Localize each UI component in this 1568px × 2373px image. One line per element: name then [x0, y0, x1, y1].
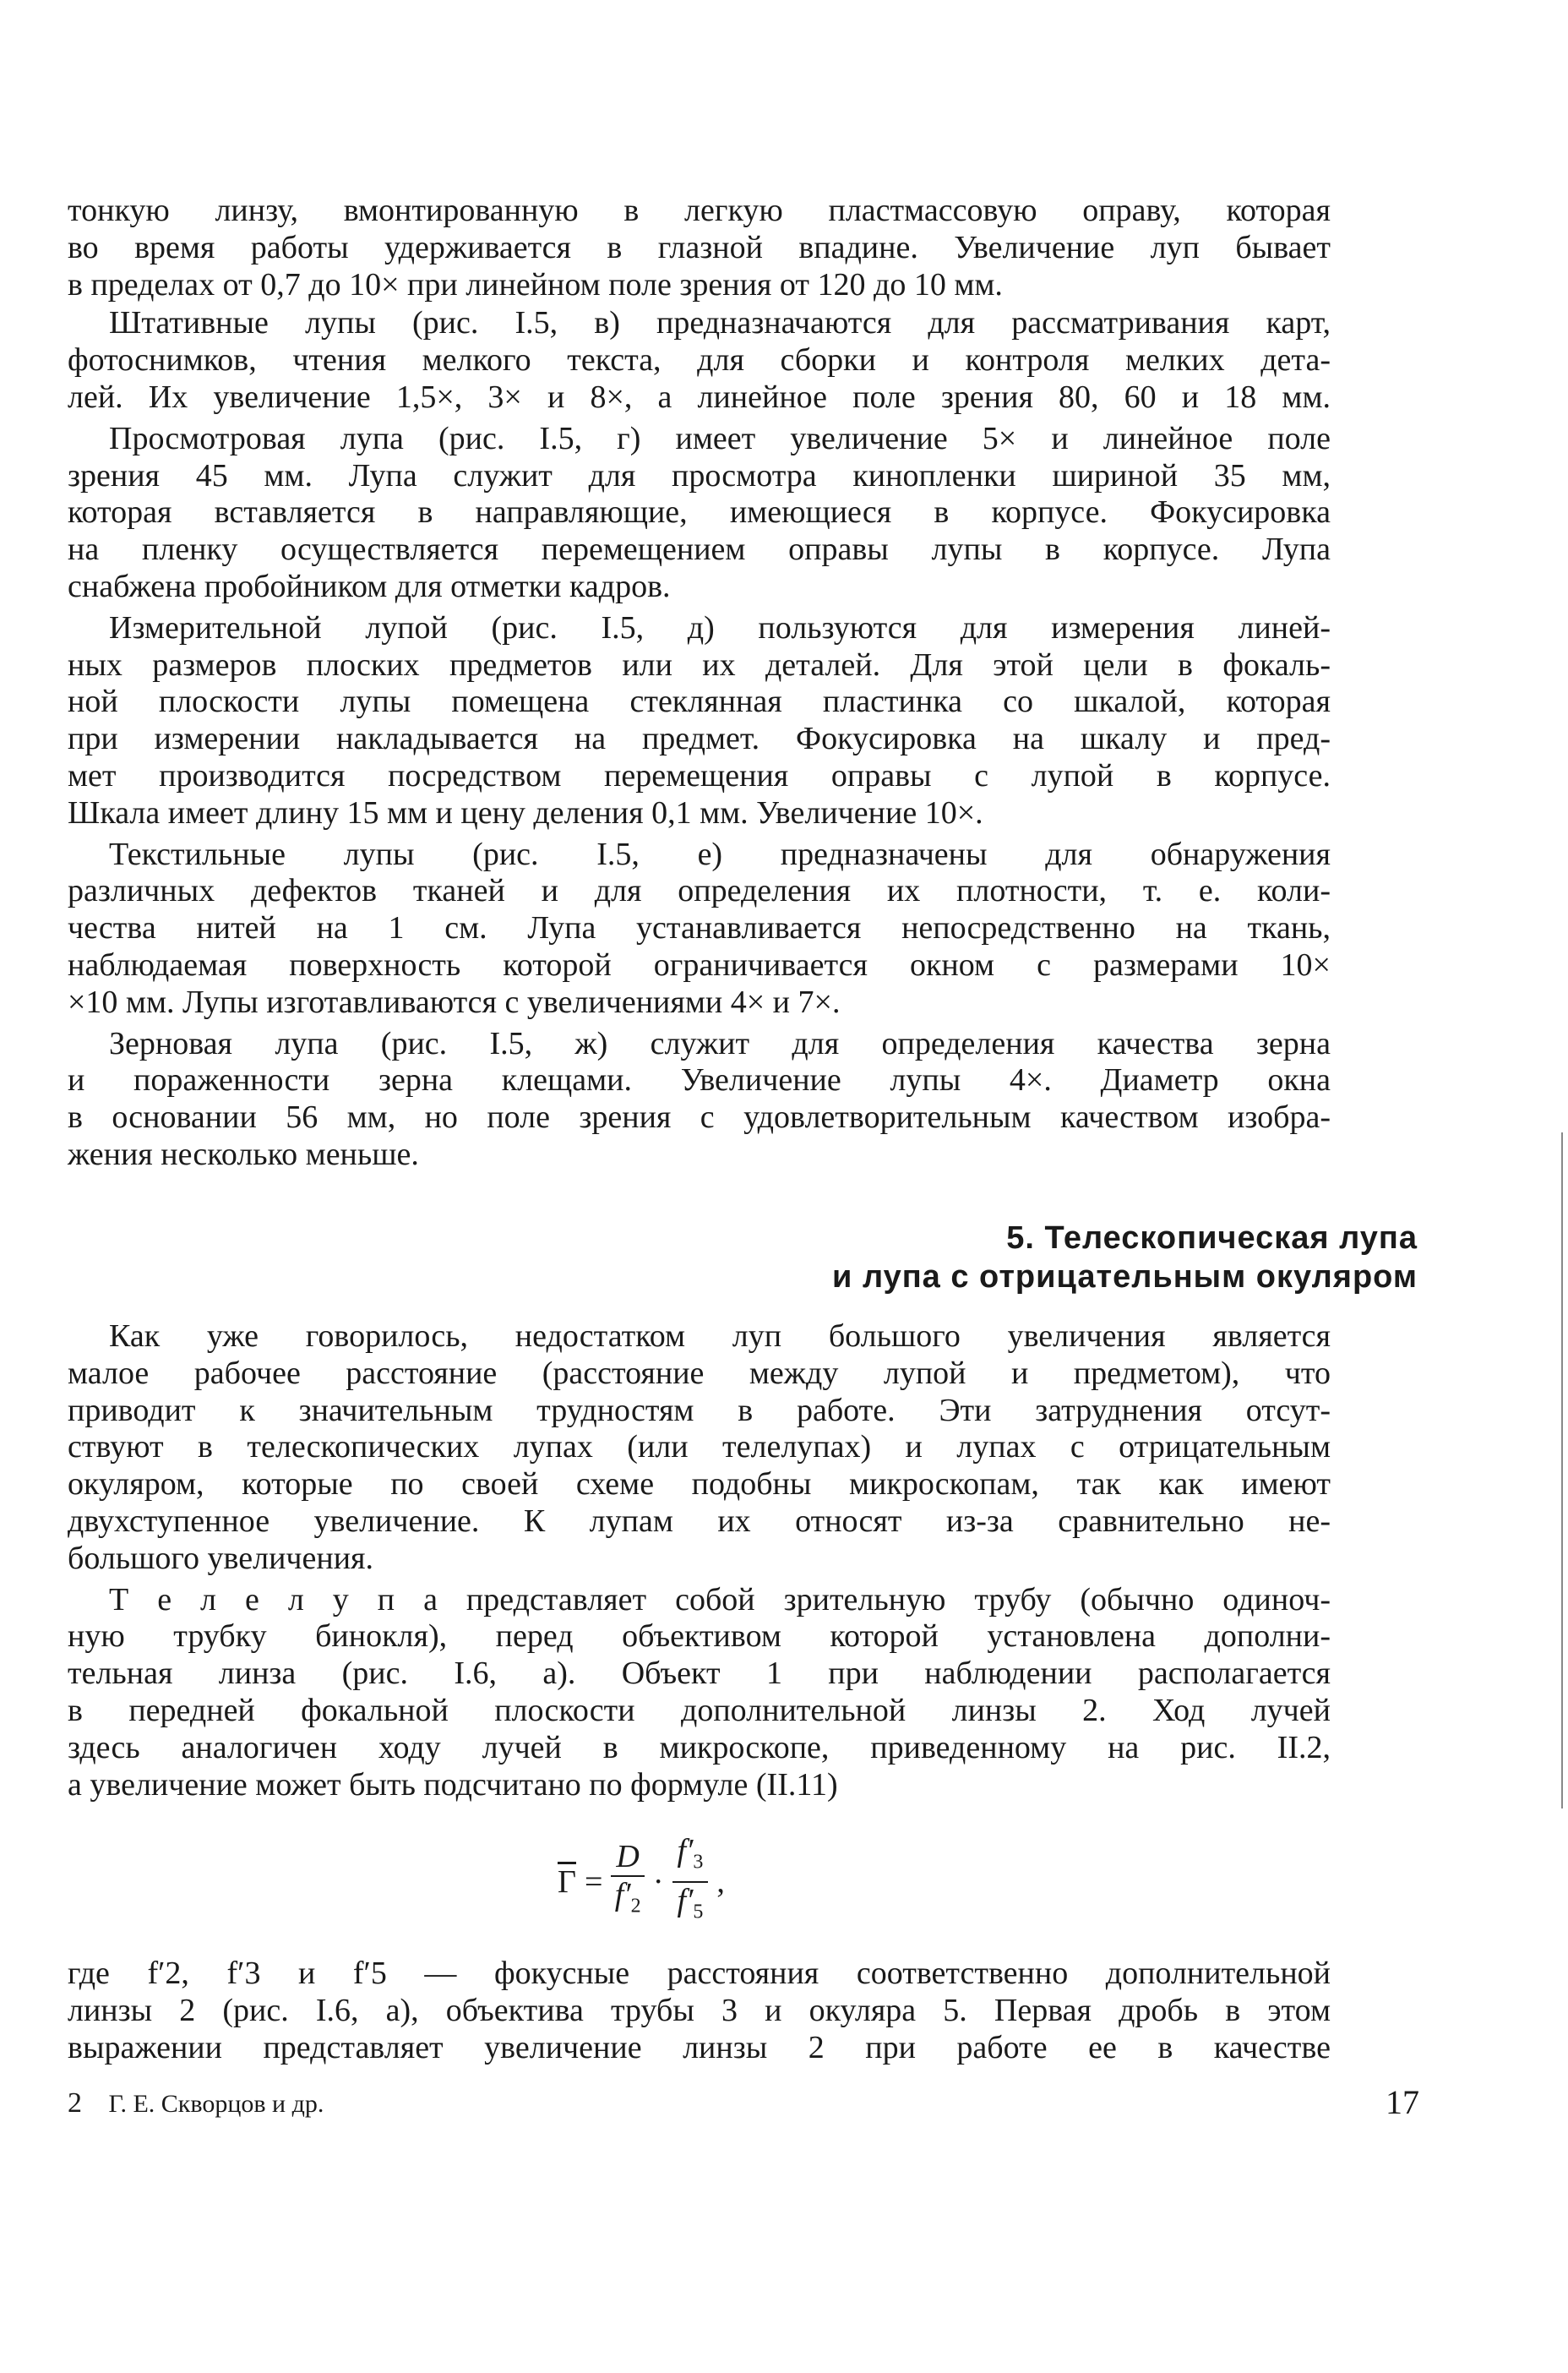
formula-gamma: $\overline{\Gamma}$ [558, 1863, 576, 1900]
paragraph [68, 1026, 1331, 1174]
text-line: при измерении накладывается на предмет. Фокусировка на шкалу и пред- [68, 721, 1331, 757]
text-line: фотоснимков, чтения мелкого текста, для сборки и контроля мелких дета- [68, 342, 1331, 379]
text-line: ных размеров плоских предметов или их деталей. Для этой цели в фокаль- [68, 646, 1331, 683]
scan-edge-line [1561, 1132, 1563, 1808]
text-line: Зерновая лупа (рис. I.5, ж) служит для определения качества зерна [109, 1025, 1331, 1061]
text-block-middle [68, 1318, 1331, 1803]
section-heading [832, 1219, 1418, 1296]
formula-comma: , [716, 1863, 725, 1900]
text-line: Т е л е л у п а представляет собой зрительную трубу (обычно одиноч- [109, 1581, 1331, 1617]
text-line: двухступенное увеличение. К лупам их относят из-за сравнительно не- [68, 1503, 1331, 1539]
f-symbol: f′ [614, 1876, 631, 1912]
formula [558, 1834, 725, 1929]
paragraph [68, 1956, 1331, 2066]
text-line: Штативные лупы (рис. I.5, в) предназначаются для рассматривания карт, [109, 305, 1331, 341]
text-line: Просмотровая лупа (рис. I.5, г) имеет увеличение 5× и линейное поле [109, 420, 1331, 456]
fraction [672, 1834, 709, 1929]
text-block-bottom [68, 1956, 1331, 2066]
f-symbol: f′ [677, 1882, 694, 1918]
text-line: ной плоскости лупы помещена стеклянная пластинка со шкалой, которая [68, 684, 1331, 720]
text-line: мет производится посредством перемещения оправы с лупой в корпусе. [68, 757, 1331, 794]
paragraph [68, 1318, 1331, 1578]
text-line: а увеличение может быть подсчитано по формуле (II.11) [68, 1766, 838, 1803]
text-line: здесь аналогичен ходу лучей в микроскопе, приведенному на рис. II.2, [68, 1729, 1331, 1765]
text-line: в передней фокальной плоскости дополнительной линзы 2. Ход лучей [68, 1692, 1331, 1728]
text-block-top [68, 193, 1331, 1174]
text-line: в пределах от 0,7 до 10× при линейном поле зрения от 120 до 10 мм. [68, 266, 1003, 303]
paragraph [68, 610, 1331, 832]
text-line: различных дефектов тканей и для определения их плотности, т. е. коли- [68, 873, 1331, 909]
text-line: приводит к значительным трудностям в работе. Эти затруднения отсут- [68, 1392, 1331, 1428]
text-line: окуляром, которые по своей схеме подобны микроскопам, так как имеют [68, 1466, 1331, 1503]
denominator [615, 1877, 641, 1924]
page-number: 17 [1386, 2083, 1419, 2121]
paragraph [68, 1582, 1331, 1804]
text-line: где f′2, f′3 и f′5 — фокусные расстояния соответственно дополнительной [68, 1956, 1331, 1991]
text-line: малое рабочее расстояние (расстояние между лупой и предметом), что [68, 1355, 1331, 1391]
numerator: D [611, 1840, 644, 1877]
page-footer [68, 2083, 1419, 2121]
paragraph [68, 837, 1331, 1022]
signature-mark: 2 [68, 2087, 82, 2119]
text-line: ствуют в телескопических лупах (или телелупах) и лупах с отрицательным [68, 1429, 1331, 1465]
formula-dot: · [652, 1863, 664, 1900]
text-line: линзы 2 (рис. I.6, а), объектива трубы 3 и окуляра 5. Первая дробь в этом [68, 1992, 1331, 2028]
paragraph [68, 421, 1331, 606]
text-line: тонкую линзу, вмонтированную в легкую пластмассовую оправу, которая [68, 193, 1331, 228]
text-line: ×10 мм. Лупы изготавливаются с увеличениями 4× и 7×. [68, 984, 841, 1020]
paragraph [68, 193, 1331, 303]
numerator [672, 1834, 709, 1883]
text-line: зрения 45 мм. Лупа служит для просмотра кинопленки шириной 35 мм, [68, 457, 1331, 494]
subscript: 2 [630, 1895, 641, 1917]
fraction [611, 1840, 644, 1924]
heading-line: 5. Телескопическая лупа [1006, 1220, 1418, 1256]
text-line: большого увеличения. [68, 1540, 374, 1576]
heading-line: и лупа с отрицательным окуляром [832, 1259, 1418, 1295]
text-line: тельная линза (рис. I.6, а). Объект 1 при наблюдении располагается [68, 1656, 1331, 1692]
text-line: жения несколько меньше. [68, 1136, 419, 1172]
text-line: Текстильные лупы (рис. I.5, е) предназначены для обнаружения [109, 836, 1331, 872]
text-line: во время работы удерживается в глазной впадине. Увеличение луп бывает [68, 229, 1331, 265]
denominator [678, 1883, 704, 1930]
f-symbol: f′ [677, 1833, 694, 1868]
text-line: Измерительной лупой (рис. I.5, д) пользуются для измерения линей- [109, 609, 1331, 646]
text-line: снабжена пробойником для отметки кадров. [68, 568, 671, 604]
paragraph [68, 305, 1331, 416]
text-line: наблюдаемая поверхность которой ограничивается окном с размерами 10× [68, 946, 1331, 983]
text-line: чества нитей на 1 см. Лупа устанавливается непосредственно на ткань, [68, 910, 1331, 946]
text-line: ную трубку бинокля), перед объективом которой установлена дополни- [68, 1618, 1331, 1655]
text-line: на пленку осуществляется перемещением оправы лупы в корпусе. Лупа [68, 532, 1331, 568]
text-line: которая вставляется в направляющие, имеющиеся в корпусе. Фокусировка [68, 494, 1331, 531]
subscript: 3 [693, 1851, 704, 1874]
text-line: лей. Их увеличение 1,5×, 3× и 8×, а линейное поле зрения 80, 60 и 18 мм. [68, 379, 1331, 415]
text-line: и пораженности зерна клещами. Увеличение лупы 4×. Диаметр окна [68, 1062, 1331, 1099]
text-line: Как уже говорилось, недостатком луп большого увеличения является [109, 1318, 1331, 1354]
footer-authors: Г. Е. Скворцов и др. [108, 2090, 324, 2118]
formula-equals: = [584, 1863, 603, 1900]
text-line: в основании 56 мм, но поле зрения с удовлетворительным качеством изобра- [68, 1099, 1331, 1136]
subscript: 5 [693, 1901, 704, 1923]
text-line: выражении представляет увеличение линзы 2 при работе ее в качестве [68, 2029, 1331, 2065]
text-line: Шкала имеет длину 15 мм и цену деления 0,1 мм. Увеличение 10×. [68, 794, 983, 831]
